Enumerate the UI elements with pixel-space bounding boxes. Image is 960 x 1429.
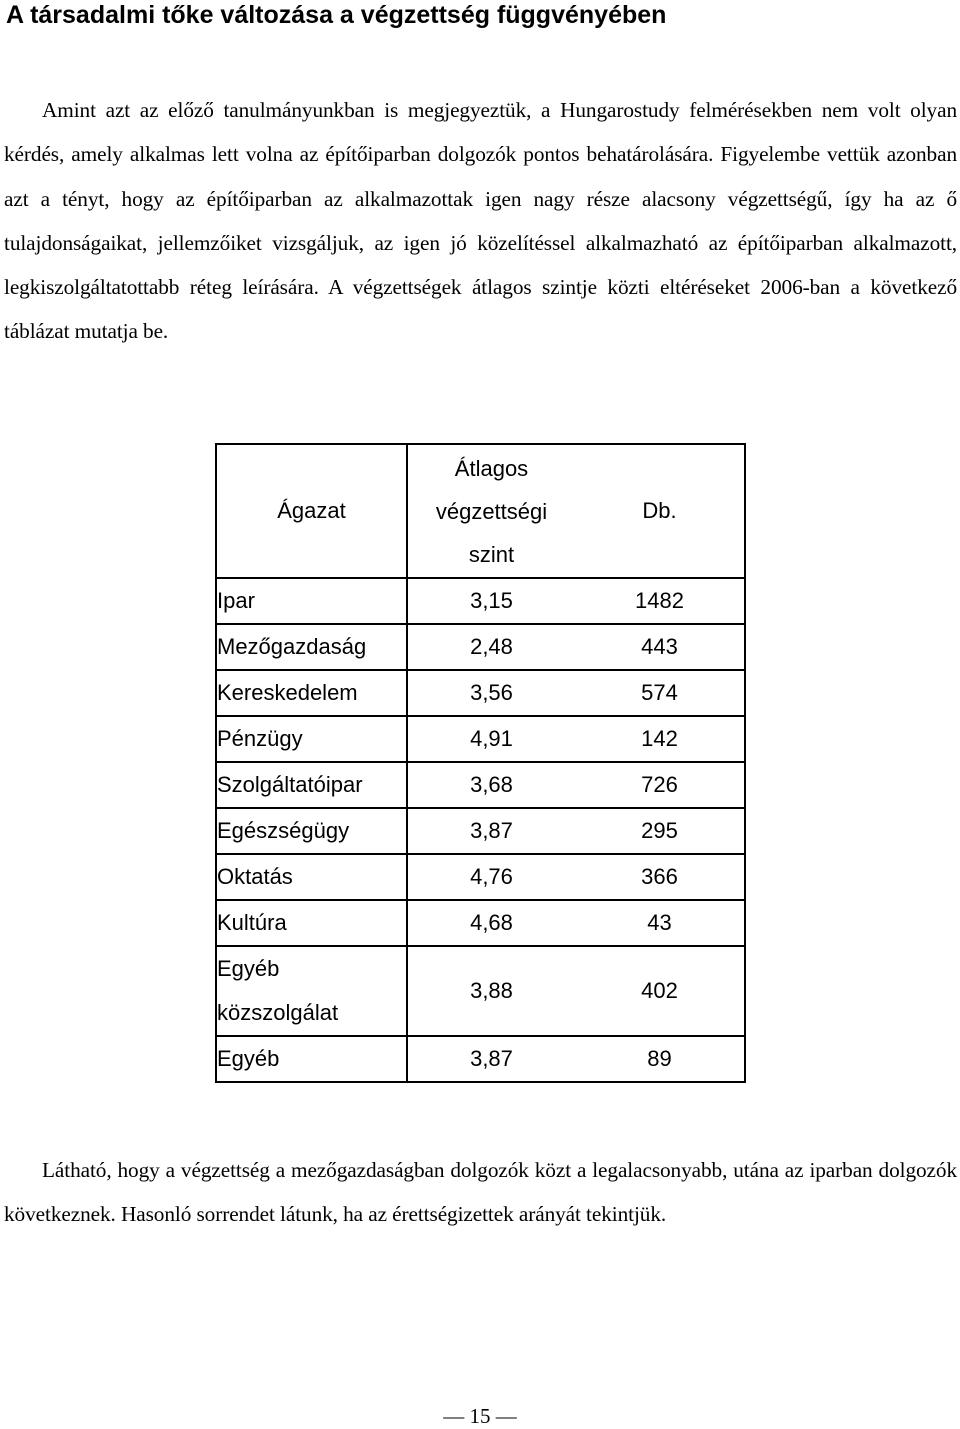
cell-sector <box>216 946 407 1036</box>
cell-average: 4,91 <box>407 716 575 762</box>
header-sector: Ágazat <box>216 444 407 578</box>
cell-count: 726 <box>575 762 745 808</box>
cell-average: 3,15 <box>407 578 575 624</box>
cell-average: 3,87 <box>407 808 575 854</box>
cell-average: 4,76 <box>407 854 575 900</box>
cell-average: 3,56 <box>407 670 575 716</box>
cell-average: 4,68 <box>407 900 575 946</box>
table-row <box>216 670 745 716</box>
cell-sector: Ipar <box>216 578 407 624</box>
education-table <box>215 443 746 1083</box>
cell-sector-line-2: közszolgálat <box>217 1000 339 1025</box>
cell-sector-line-1: Egyéb <box>217 956 280 981</box>
cell-count: 142 <box>575 716 745 762</box>
cell-sector: Kultúra <box>216 900 407 946</box>
header-count: Db. <box>575 444 745 578</box>
table-row <box>216 578 745 624</box>
table-header-row <box>216 444 745 578</box>
header-average-line-3: szint <box>468 541 515 567</box>
table-row <box>216 762 745 808</box>
cell-sector: Kereskedelem <box>216 670 407 716</box>
cell-count: 574 <box>575 670 745 716</box>
page-number-value: 15 <box>469 1404 491 1428</box>
conclusion-paragraph: Látható, hogy a végzettség a mezőgazdaságban dolgozók közt a legalacsonyabb, utána az iparban dolgozók következnek. Hasonló sorrendet látunk, ha az érettségizettek arányát tekintjük. <box>4 1158 957 1227</box>
cell-average: 2,48 <box>407 624 575 670</box>
cell-count: 89 <box>575 1036 745 1082</box>
cell-average: 3,68 <box>407 762 575 808</box>
cell-average: 3,87 <box>407 1036 575 1082</box>
header-average-level <box>407 444 575 578</box>
table-row <box>216 624 745 670</box>
cell-count: 443 <box>575 624 745 670</box>
intro-paragraph: Amint azt az előző tanulmányunkban is megjegyeztük, a Hungarostudy felmérésekben nem volt olyan kérdés, amely alkalmas lett volna az építőiparban dolgozók pontos behatárolására. Figyelembe vettük azonban azt a tényt, hogy az építőiparban az alkalmazottak igen nagy része alacsony végzettségű, így ha az ő tulajdonságaikat, jellemzőiket vizsgáljuk, az igen jó közelítéssel alkalmazható az építőiparban alkalmazott, legkiszolgáltatottabb réteg leírására. A végzettségek átlagos szintje közti eltéréseket 2006-ban a következő táblázat mutatja be. <box>4 98 957 344</box>
cell-count: 295 <box>575 808 745 854</box>
table-row <box>216 808 745 854</box>
cell-count: 402 <box>575 946 745 1036</box>
table-row <box>216 854 745 900</box>
table-row <box>216 900 745 946</box>
cell-sector: Pénzügy <box>216 716 407 762</box>
table-row <box>216 716 745 762</box>
table-row <box>216 946 745 1036</box>
cell-average: 3,88 <box>407 946 575 1036</box>
cell-sector: Egyéb <box>216 1036 407 1082</box>
cell-sector: Egészségügy <box>216 808 407 854</box>
cell-sector: Oktatás <box>216 854 407 900</box>
table-row <box>216 1036 745 1082</box>
cell-count: 43 <box>575 900 745 946</box>
cell-count: 1482 <box>575 578 745 624</box>
page-heading: A társadalmi tőke változása a végzettség függvényében <box>6 1 667 29</box>
header-average-line-2: végzettségi <box>435 498 548 524</box>
cell-count: 366 <box>575 854 745 900</box>
cell-sector: Szolgáltatóipar <box>216 762 407 808</box>
header-average-line-1: Átlagos <box>454 455 529 481</box>
page-number: — 15 — <box>443 1404 517 1428</box>
cell-sector: Mezőgazdaság <box>216 624 407 670</box>
